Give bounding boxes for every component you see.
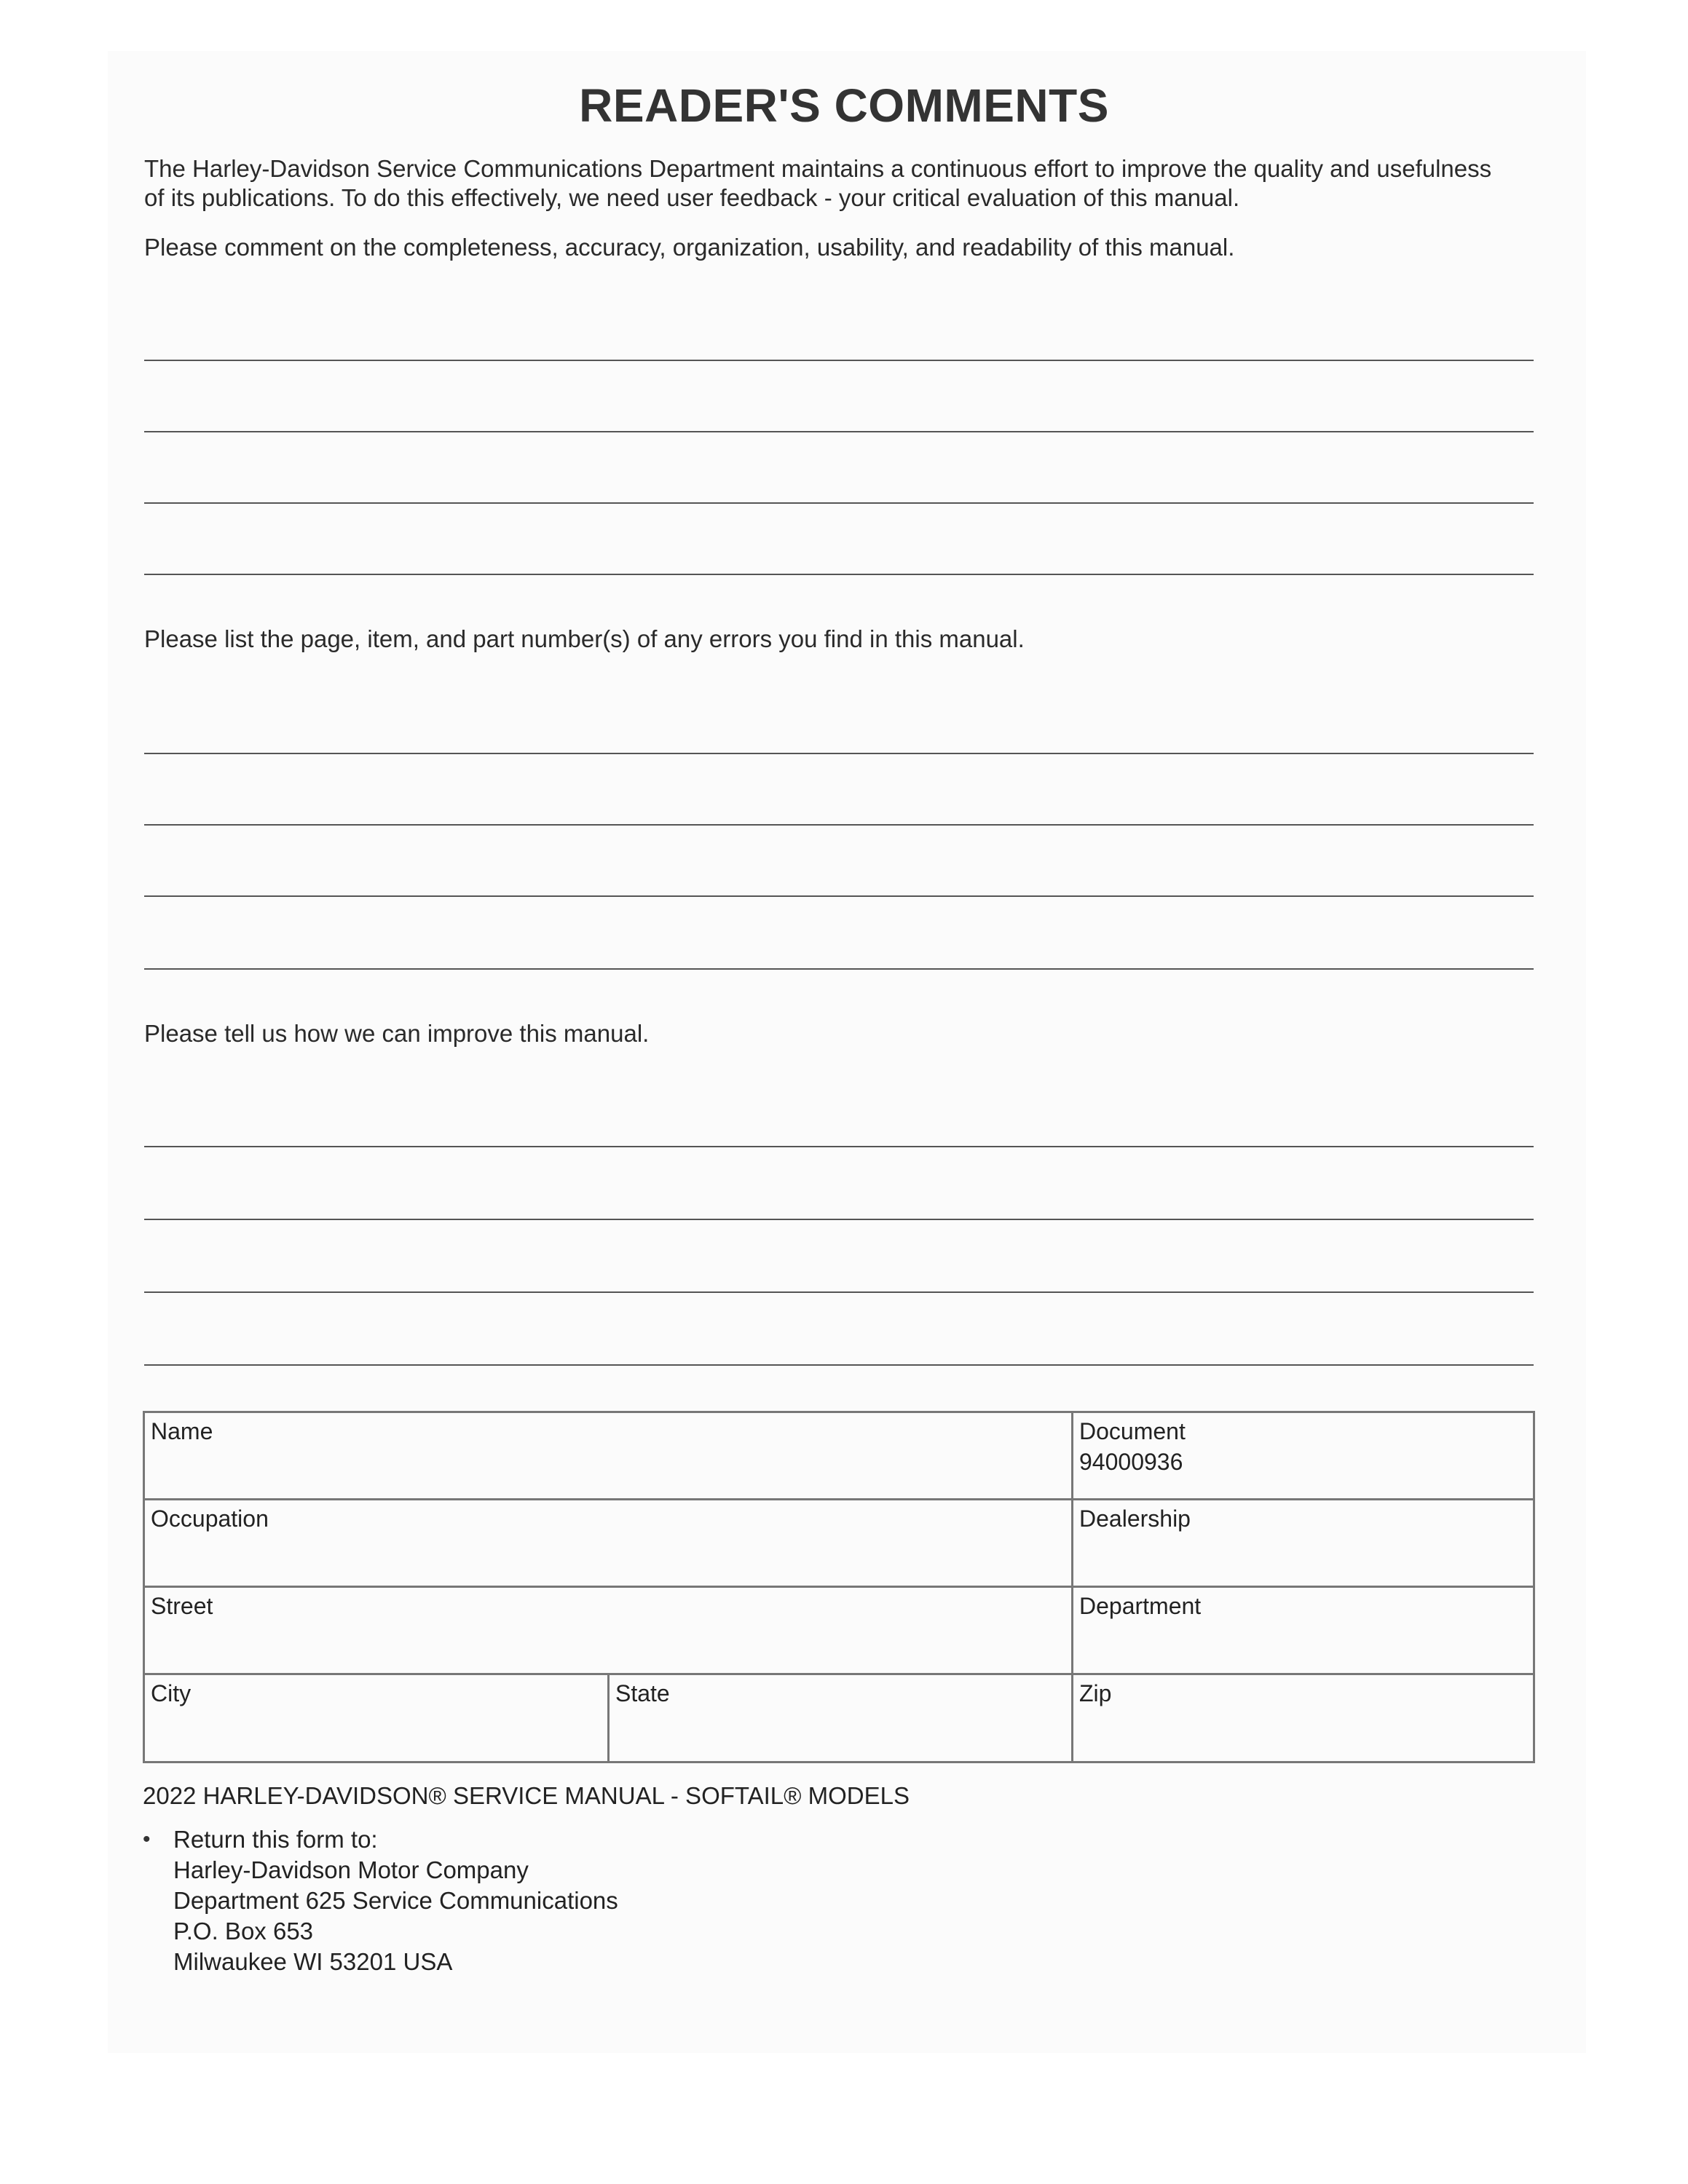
- comment-line-3[interactable]: [144, 502, 1534, 504]
- errors-line-2[interactable]: [144, 824, 1534, 826]
- comment-line-4[interactable]: [144, 574, 1534, 575]
- zip-label: Zip: [1079, 1680, 1112, 1706]
- state-field[interactable]: [610, 1675, 1071, 1761]
- comment-line-1[interactable]: [144, 360, 1534, 361]
- improve-line-4[interactable]: [144, 1364, 1534, 1366]
- address-line-1: Harley-Davidson Motor Company: [173, 1856, 529, 1883]
- intro-line-1: The Harley-Davidson Service Communications Department maintains a continuous effort to improve the quality and usefulness: [144, 155, 1492, 182]
- contact-form: [143, 1411, 1535, 1763]
- street-label: Street: [151, 1593, 213, 1619]
- return-label: Return this form to:: [173, 1826, 378, 1853]
- dealership-label: Dealership: [1079, 1506, 1191, 1532]
- name-label: Name: [151, 1418, 213, 1444]
- dealership-field[interactable]: [1073, 1500, 1533, 1586]
- errors-prompt: Please list the page, item, and part number(s) of any errors you find in this manual.: [144, 625, 1025, 652]
- city-label: City: [151, 1680, 192, 1706]
- document-number: 94000936: [1079, 1449, 1183, 1475]
- zip-field[interactable]: [1073, 1675, 1533, 1761]
- document-field[interactable]: [1073, 1413, 1533, 1498]
- address-line-3: P.O. Box 653: [173, 1918, 314, 1944]
- comment-line-2[interactable]: [144, 431, 1534, 432]
- document-label: Document: [1079, 1418, 1186, 1444]
- state-label: State: [615, 1680, 670, 1706]
- address-line-2: Department 625 Service Communications: [173, 1887, 618, 1914]
- improve-line-2[interactable]: [144, 1219, 1534, 1220]
- improve-line-3[interactable]: [144, 1291, 1534, 1293]
- department-label: Department: [1079, 1593, 1202, 1619]
- name-field[interactable]: [145, 1413, 1071, 1498]
- errors-line-3[interactable]: [144, 895, 1534, 897]
- bullet-icon: •: [143, 1827, 151, 1851]
- errors-line-1[interactable]: [144, 753, 1534, 754]
- city-field[interactable]: [145, 1675, 607, 1761]
- occupation-field[interactable]: [145, 1500, 1071, 1586]
- intro-line-2: of its publications. To do this effectively, we need user feedback - your critical evaluation of this manual.: [144, 184, 1240, 211]
- improve-prompt: Please tell us how we can improve this manual.: [144, 1020, 650, 1047]
- occupation-label: Occupation: [151, 1506, 269, 1532]
- errors-line-4[interactable]: [144, 968, 1534, 970]
- page-title: READER'S COMMENTS: [579, 79, 1109, 132]
- completeness-prompt: Please comment on the completeness, accuracy, organization, usability, and readability of this manual.: [144, 234, 1235, 261]
- department-field[interactable]: [1073, 1588, 1533, 1673]
- manual-title: 2022 HARLEY-DAVIDSON® SERVICE MANUAL - SOFTAIL® MODELS: [143, 1782, 910, 1809]
- improve-line-1[interactable]: [144, 1146, 1534, 1147]
- address-line-4: Milwaukee WI 53201 USA: [173, 1948, 453, 1975]
- street-field[interactable]: [145, 1588, 1071, 1673]
